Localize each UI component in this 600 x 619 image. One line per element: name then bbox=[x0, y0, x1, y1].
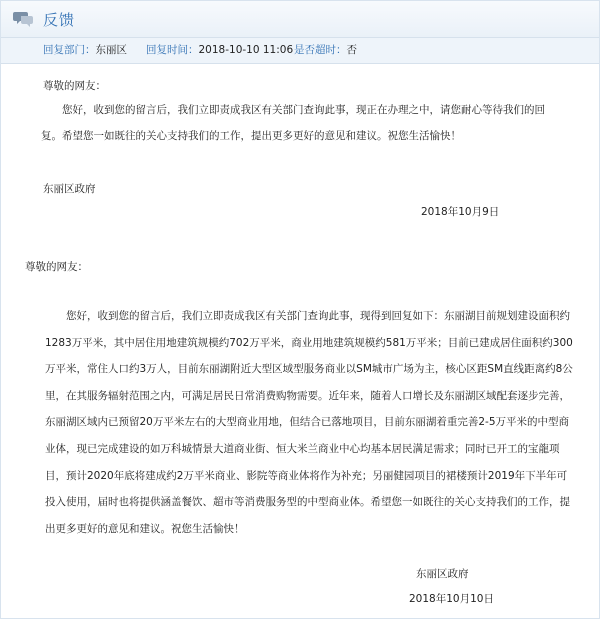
reply2-greeting: 尊敬的网友： bbox=[25, 261, 88, 273]
reply-overdue: 是否超时：否 bbox=[294, 44, 357, 56]
panel-header bbox=[1, 1, 599, 38]
reply1-body: 您好，收到您的留言后，我们立即责成我区有关部门查询此事，现正在办理之中，请您耐心等待我们的回复。希望您一如既往的关心支持我们的工作，提出更多更好的意见和建议。祝您生活愉快！ bbox=[41, 104, 545, 142]
chat-bubble-icon bbox=[13, 10, 33, 28]
reply1-signature: 东丽区政府 bbox=[43, 183, 96, 195]
reply-meta-bar bbox=[1, 38, 599, 64]
panel-title: 反馈 bbox=[43, 11, 76, 29]
reply1-date: 2018年10月9日 bbox=[421, 206, 500, 218]
reply2-body: 您好，收到您的留言后，我们立即责成我区有关部门查询此事，现得到回复如下：东丽湖目前规划建设面积约1283万平米，其中居住用地建筑规模约702万平米，商业用地建筑规模约581万平米；目前已建成居住面积约300万平米，常住人口约3万人，目前东丽湖附近大型区域型服务商业以SM城市广场为主，核心区距SM直线距离约8公里，在其服务辐射范围之内，可满足居民日常消费购物需要。近年来，随着人口增长及东丽湖区域配套逐步完善，东丽湖区域内已预留20万平米左右的大型商业用地，但结合已落地项目，目前东丽湖着重完善2-5万平米的中型商业体，现已完成建设的如万科城情景大道商业街、恒大米兰商业中心均基本居民满足需求；同时已开工的宝龍项目，预计2020年底将建成约2万平米商业、影院等商业体将作为补充；另丽健园项目的裙楼预计2019年下半年可投入使用，届时也将提供涵盖餐饮、超市等消费服务型的中型商业体。希望您一如既往的关心支持我们的工作，提出更多更好的意见和建议。祝您生活愉快！ bbox=[45, 310, 573, 535]
reply-dept: 回复部门：东丽区 bbox=[43, 44, 127, 56]
reply2-signature: 东丽区政府 bbox=[416, 568, 469, 580]
reply-time: 回复时间：2018-10-10 11:06 bbox=[146, 44, 294, 56]
reply2-date: 2018年10月10日 bbox=[409, 593, 494, 605]
reply1-greeting: 尊敬的网友： bbox=[43, 80, 106, 92]
